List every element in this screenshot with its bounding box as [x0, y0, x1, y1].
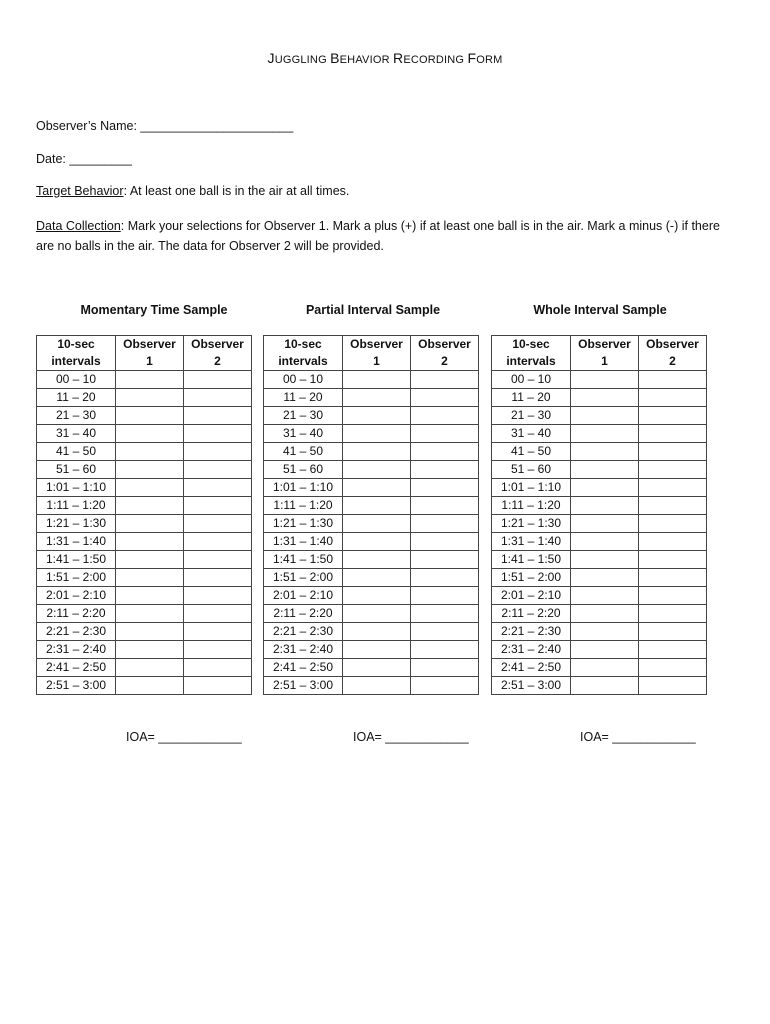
observer-1-cell[interactable] [571, 605, 639, 623]
interval-cell: 2:01 – 2:10 [37, 587, 116, 605]
observer-2-cell[interactable] [639, 371, 707, 389]
partial-interval-table [263, 335, 479, 695]
interval-cell: 51 – 60 [264, 461, 343, 479]
observer-2-cell[interactable] [411, 605, 479, 623]
interval-cell: 1:01 – 1:10 [264, 479, 343, 497]
ioa-momentary[interactable]: IOA= ____________ [126, 730, 242, 744]
table-row [264, 677, 479, 695]
table-row [37, 389, 252, 407]
observer-2-cell[interactable] [184, 425, 252, 443]
table-row [492, 551, 707, 569]
table-row [37, 659, 252, 677]
observer-1-cell[interactable] [343, 623, 411, 641]
table-title-whole: Whole Interval Sample [533, 303, 667, 317]
table-row [492, 533, 707, 551]
observer-2-cell[interactable] [639, 479, 707, 497]
data-collection-text: : Mark your selections for Observer 1. Mark a plus (+) if at least one ball is in the air. Mark a minus (-) if there are no balls in the air. The data for Observer 2 will be provided. [36, 219, 720, 253]
observer-2-cell[interactable] [411, 677, 479, 695]
table-row [37, 497, 252, 515]
observer-2-cell[interactable] [411, 461, 479, 479]
interval-cell: 2:01 – 2:10 [264, 587, 343, 605]
observer-2-cell[interactable] [184, 623, 252, 641]
interval-cell: 2:11 – 2:20 [37, 605, 116, 623]
interval-cell: 11 – 20 [264, 389, 343, 407]
interval-cell: 31 – 40 [492, 425, 571, 443]
interval-cell: 2:31 – 2:40 [264, 641, 343, 659]
table-row [492, 461, 707, 479]
interval-cell: 1:41 – 1:50 [492, 551, 571, 569]
table-header-row [264, 336, 479, 371]
observer-1-cell[interactable] [571, 425, 639, 443]
observer-1-cell[interactable] [571, 389, 639, 407]
observer-1-cell[interactable] [343, 371, 411, 389]
observer-2-cell[interactable] [411, 371, 479, 389]
table-row [264, 443, 479, 461]
interval-cell: 1:41 – 1:50 [264, 551, 343, 569]
observer-1-cell[interactable] [571, 587, 639, 605]
observer-1-cell[interactable] [343, 425, 411, 443]
table-header-row [492, 336, 707, 371]
table-row [37, 623, 252, 641]
observer-1-cell[interactable] [116, 497, 184, 515]
observer-2-cell[interactable] [184, 389, 252, 407]
interval-cell: 31 – 40 [264, 425, 343, 443]
observer-1-cell[interactable] [116, 551, 184, 569]
observer-1-cell[interactable] [116, 677, 184, 695]
observer-1-cell[interactable] [343, 497, 411, 515]
observer-1-cell[interactable] [116, 443, 184, 461]
table-row [264, 551, 479, 569]
table-row [264, 605, 479, 623]
observer-1-cell[interactable] [343, 407, 411, 425]
observer-2-cell[interactable] [639, 641, 707, 659]
table-row [264, 623, 479, 641]
observer-2-cell[interactable] [411, 551, 479, 569]
table-row [37, 461, 252, 479]
observer-2-cell[interactable] [411, 569, 479, 587]
observer-1-cell[interactable] [343, 569, 411, 587]
observer-1-cell[interactable] [571, 641, 639, 659]
observer-1-cell[interactable] [571, 407, 639, 425]
observer-1-cell[interactable] [116, 587, 184, 605]
interval-cell: 1:21 – 1:30 [492, 515, 571, 533]
observer-1-cell[interactable] [116, 623, 184, 641]
observer-2-cell[interactable] [639, 461, 707, 479]
observer-1-cell[interactable] [116, 389, 184, 407]
observer-2-cell[interactable] [184, 569, 252, 587]
table-row [264, 389, 479, 407]
observer-1-cell[interactable] [343, 587, 411, 605]
momentary-time-table [36, 335, 252, 695]
observer-1-cell[interactable] [116, 659, 184, 677]
interval-cell: 00 – 10 [37, 371, 116, 389]
table-row [37, 515, 252, 533]
observer-1-cell[interactable] [571, 551, 639, 569]
observer-2-cell[interactable] [184, 497, 252, 515]
header-observer-1: Observer 1 [571, 336, 639, 371]
date-field[interactable]: Date: _________ [36, 152, 132, 166]
interval-cell: 2:51 – 3:00 [37, 677, 116, 695]
table-row [37, 551, 252, 569]
table-row [264, 569, 479, 587]
observer-1-cell[interactable] [343, 461, 411, 479]
observer-2-cell[interactable] [184, 533, 252, 551]
table-row [492, 587, 707, 605]
header-observer-2: Observer 2 [184, 336, 252, 371]
observer-2-cell[interactable] [639, 659, 707, 677]
observer-1-cell[interactable] [571, 461, 639, 479]
table-row [492, 425, 707, 443]
observer-1-cell[interactable] [116, 605, 184, 623]
observer-1-cell[interactable] [571, 533, 639, 551]
observer-2-cell[interactable] [411, 497, 479, 515]
table-row [492, 389, 707, 407]
header-observer-2: Observer 2 [411, 336, 479, 371]
observer-2-cell[interactable] [639, 569, 707, 587]
observer-2-cell[interactable] [411, 533, 479, 551]
interval-cell: 1:21 – 1:30 [37, 515, 116, 533]
observer-1-cell[interactable] [343, 443, 411, 461]
observer-2-cell[interactable] [639, 605, 707, 623]
data-collection-label: Data Collection [36, 219, 121, 233]
table-row [37, 641, 252, 659]
interval-cell: 1:21 – 1:30 [264, 515, 343, 533]
interval-cell: 2:21 – 2:30 [492, 623, 571, 641]
table-row [264, 479, 479, 497]
interval-cell: 1:01 – 1:10 [492, 479, 571, 497]
table-row [492, 677, 707, 695]
table-row [37, 605, 252, 623]
observer-1-cell[interactable] [343, 659, 411, 677]
interval-cell: 21 – 30 [37, 407, 116, 425]
interval-cell: 1:51 – 2:00 [492, 569, 571, 587]
observer-2-cell[interactable] [184, 551, 252, 569]
data-collection [36, 216, 726, 256]
table-row [264, 587, 479, 605]
observer-2-cell[interactable] [411, 425, 479, 443]
interval-cell: 21 – 30 [492, 407, 571, 425]
observer-2-cell[interactable] [411, 389, 479, 407]
interval-cell: 1:31 – 1:40 [264, 533, 343, 551]
observer-2-cell[interactable] [411, 515, 479, 533]
interval-cell: 2:41 – 2:50 [37, 659, 116, 677]
observer-2-cell[interactable] [639, 533, 707, 551]
observer-1-cell[interactable] [571, 479, 639, 497]
table-row [264, 641, 479, 659]
observer-2-cell[interactable] [639, 515, 707, 533]
interval-cell: 31 – 40 [37, 425, 116, 443]
observer-2-cell[interactable] [184, 443, 252, 461]
ioa-whole[interactable]: IOA= ____________ [580, 730, 696, 744]
observer-1-cell[interactable] [343, 677, 411, 695]
target-behavior [36, 184, 349, 198]
observer-1-cell[interactable] [343, 551, 411, 569]
observer-1-cell[interactable] [116, 461, 184, 479]
observer-1-cell[interactable] [571, 371, 639, 389]
header-observer-1: Observer 1 [116, 336, 184, 371]
observer-2-cell[interactable] [639, 587, 707, 605]
observer-2-cell[interactable] [639, 407, 707, 425]
table-row [492, 371, 707, 389]
observer-2-cell[interactable] [639, 443, 707, 461]
interval-cell: 2:31 – 2:40 [37, 641, 116, 659]
observer-1-cell[interactable] [343, 641, 411, 659]
interval-cell: 1:11 – 1:20 [264, 497, 343, 515]
observer-1-cell[interactable] [116, 515, 184, 533]
observer-1-cell[interactable] [116, 371, 184, 389]
table-row [492, 443, 707, 461]
observer-1-cell[interactable] [116, 425, 184, 443]
observer-1-cell[interactable] [571, 443, 639, 461]
observer-1-cell[interactable] [571, 569, 639, 587]
form-title: JUGGLING BEHAVIOR RECORDING FORM [267, 50, 503, 66]
target-behavior-text: : At least one ball is in the air at all times. [123, 184, 350, 198]
whole-interval-table [491, 335, 707, 695]
table-row [492, 623, 707, 641]
observer-1-cell[interactable] [343, 515, 411, 533]
header-observer-2: Observer 2 [639, 336, 707, 371]
target-behavior-label: Target Behavior [36, 184, 124, 198]
table-row [37, 479, 252, 497]
observer-2-cell[interactable] [184, 605, 252, 623]
table-row [264, 461, 479, 479]
observer-2-cell[interactable] [184, 677, 252, 695]
header-intervals: 10-sec intervals [37, 336, 116, 371]
table-row [37, 677, 252, 695]
table-row [37, 587, 252, 605]
observer-1-cell[interactable] [343, 533, 411, 551]
observer-2-cell[interactable] [411, 587, 479, 605]
table-row [492, 407, 707, 425]
table-row [264, 371, 479, 389]
observer-2-cell[interactable] [184, 479, 252, 497]
table-row [492, 515, 707, 533]
observer-2-cell[interactable] [184, 587, 252, 605]
interval-cell: 1:11 – 1:20 [492, 497, 571, 515]
table-row [37, 425, 252, 443]
interval-cell: 41 – 50 [492, 443, 571, 461]
table-row [492, 605, 707, 623]
interval-cell: 1:41 – 1:50 [37, 551, 116, 569]
observer-2-cell[interactable] [184, 371, 252, 389]
observer-1-cell[interactable] [343, 605, 411, 623]
observer-2-cell[interactable] [639, 623, 707, 641]
interval-cell: 2:21 – 2:30 [264, 623, 343, 641]
interval-cell: 2:41 – 2:50 [264, 659, 343, 677]
observer-1-cell[interactable] [343, 479, 411, 497]
table-title-partial: Partial Interval Sample [305, 303, 441, 317]
interval-cell: 2:21 – 2:30 [37, 623, 116, 641]
interval-cell: 41 – 50 [37, 443, 116, 461]
interval-cell: 1:31 – 1:40 [492, 533, 571, 551]
interval-cell: 2:11 – 2:20 [264, 605, 343, 623]
observer-2-cell[interactable] [411, 443, 479, 461]
header-intervals: 10-sec intervals [264, 336, 343, 371]
interval-cell: 1:51 – 2:00 [37, 569, 116, 587]
table-row [492, 479, 707, 497]
observer-2-cell[interactable] [639, 677, 707, 695]
observer-1-cell[interactable] [343, 389, 411, 407]
observer-1-cell[interactable] [571, 515, 639, 533]
table-row [492, 641, 707, 659]
table-title-momentary: Momentary Time Sample [80, 303, 228, 317]
observer-2-cell[interactable] [639, 551, 707, 569]
observer-2-cell[interactable] [184, 407, 252, 425]
table-row [37, 533, 252, 551]
table-row [37, 407, 252, 425]
observer-2-cell[interactable] [411, 659, 479, 677]
observer-1-cell[interactable] [116, 569, 184, 587]
table-row [492, 497, 707, 515]
interval-cell: 2:11 – 2:20 [492, 605, 571, 623]
interval-cell: 51 – 60 [492, 461, 571, 479]
interval-cell: 11 – 20 [492, 389, 571, 407]
observer-1-cell[interactable] [571, 659, 639, 677]
interval-cell: 00 – 10 [264, 371, 343, 389]
table-header-row [37, 336, 252, 371]
interval-cell: 1:31 – 1:40 [37, 533, 116, 551]
table-row [37, 443, 252, 461]
observer-1-cell[interactable] [571, 677, 639, 695]
table-row [264, 533, 479, 551]
observer-name-field[interactable]: Observer’s Name: ______________________ [36, 119, 294, 133]
interval-cell: 1:01 – 1:10 [37, 479, 116, 497]
interval-cell: 1:11 – 1:20 [37, 497, 116, 515]
table-row [264, 515, 479, 533]
table-row [264, 407, 479, 425]
table-row [492, 659, 707, 677]
observer-2-cell[interactable] [639, 425, 707, 443]
observer-2-cell[interactable] [184, 659, 252, 677]
observer-2-cell[interactable] [411, 623, 479, 641]
observer-2-cell[interactable] [184, 461, 252, 479]
observer-2-cell[interactable] [184, 515, 252, 533]
observer-2-cell[interactable] [184, 641, 252, 659]
header-observer-1: Observer 1 [343, 336, 411, 371]
observer-2-cell[interactable] [639, 497, 707, 515]
interval-cell: 11 – 20 [37, 389, 116, 407]
interval-cell: 21 – 30 [264, 407, 343, 425]
ioa-partial[interactable]: IOA= ____________ [353, 730, 469, 744]
observer-1-cell[interactable] [116, 533, 184, 551]
interval-cell: 2:51 – 3:00 [264, 677, 343, 695]
interval-cell: 2:01 – 2:10 [492, 587, 571, 605]
observer-1-cell[interactable] [571, 497, 639, 515]
interval-cell: 2:51 – 3:00 [492, 677, 571, 695]
observer-1-cell[interactable] [571, 623, 639, 641]
observer-2-cell[interactable] [411, 641, 479, 659]
interval-cell: 2:31 – 2:40 [492, 641, 571, 659]
observer-1-cell[interactable] [116, 479, 184, 497]
observer-2-cell[interactable] [411, 407, 479, 425]
table-row [37, 371, 252, 389]
interval-cell: 51 – 60 [37, 461, 116, 479]
observer-1-cell[interactable] [116, 641, 184, 659]
interval-cell: 2:41 – 2:50 [492, 659, 571, 677]
observer-2-cell[interactable] [411, 479, 479, 497]
table-row [264, 659, 479, 677]
table-row [264, 497, 479, 515]
header-intervals: 10-sec intervals [492, 336, 571, 371]
interval-cell: 41 – 50 [264, 443, 343, 461]
table-row [492, 569, 707, 587]
interval-cell: 00 – 10 [492, 371, 571, 389]
interval-cell: 1:51 – 2:00 [264, 569, 343, 587]
observer-1-cell[interactable] [116, 407, 184, 425]
table-row [264, 425, 479, 443]
table-row [37, 569, 252, 587]
observer-2-cell[interactable] [639, 389, 707, 407]
